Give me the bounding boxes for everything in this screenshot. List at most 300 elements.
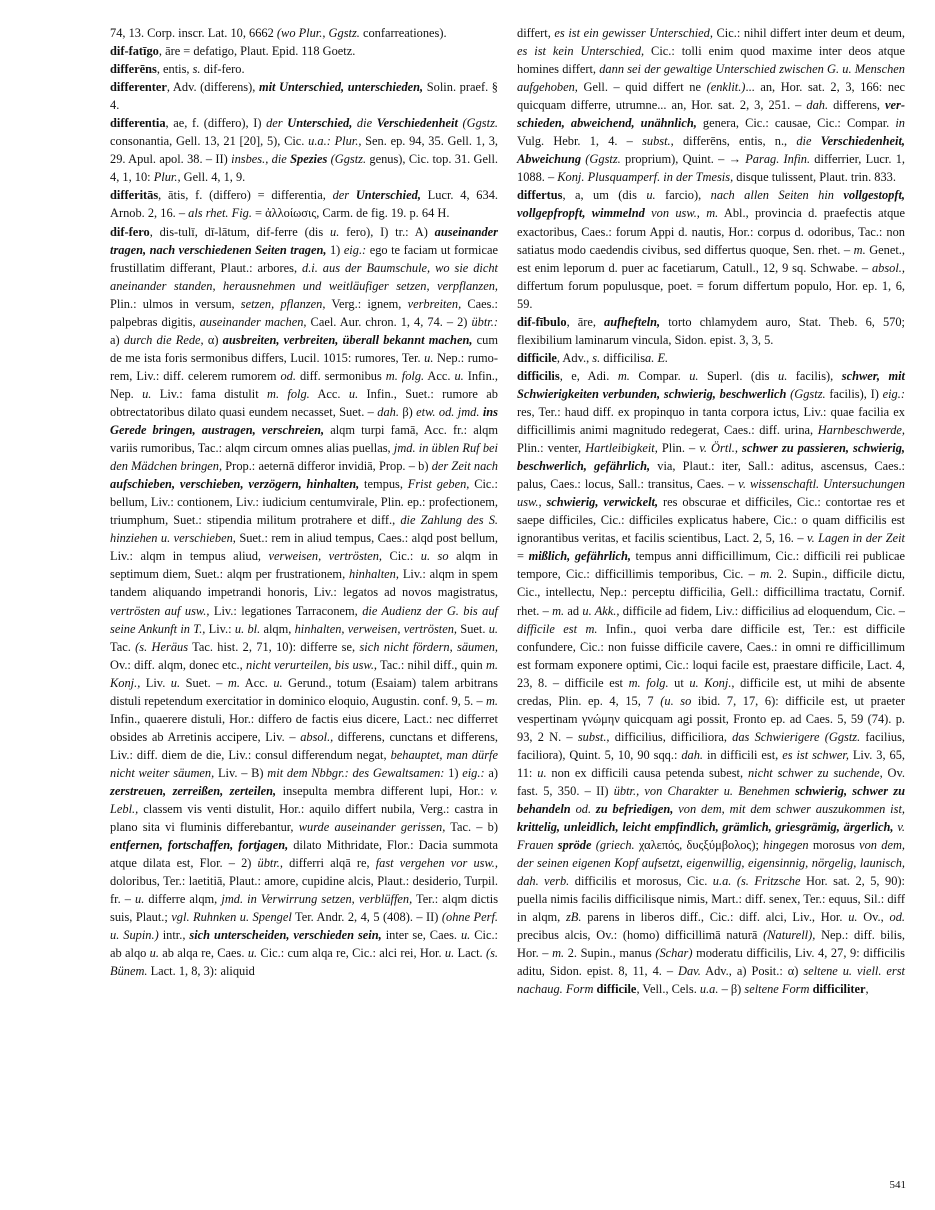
bold-italic-gloss: auseinander tragen, nach verschiedenen Seiten tragen, bbox=[110, 224, 498, 257]
italic-gloss: u.a. bbox=[699, 982, 719, 997]
dictionary-entry bbox=[110, 78, 498, 114]
italic-gloss: u. bbox=[488, 621, 498, 636]
entry-text: facilius, faciliora), Quint. 5, 10, 90 sqq.: bbox=[517, 729, 906, 762]
bold-italic-gloss: ausbreiten, verbreiten, überall bekannt machen, bbox=[222, 332, 473, 347]
entry-text: alqm, bbox=[260, 621, 295, 636]
italic-gloss: v. Lebl., bbox=[110, 783, 498, 817]
bold-italic-gloss: schwer zu passieren, schwierig, beschwerlich, gefährlich, bbox=[517, 441, 905, 474]
entry-text: Suet. – bbox=[180, 675, 228, 690]
bold-italic-gloss: Verschiedenheit bbox=[376, 116, 458, 131]
entry-text: Liv.: alqm in spem tandem aliquando impetrandi honoris, Liv.: legatos ad novos magistratus, bbox=[110, 567, 498, 600]
entry-text: differri alqā re, bbox=[283, 856, 376, 871]
italic-gloss: m. bbox=[485, 693, 498, 708]
entry-text: Acc. bbox=[309, 386, 349, 401]
italic-gloss: m. folg. bbox=[628, 675, 669, 690]
italic-gloss: der bbox=[266, 116, 288, 131]
italic-gloss: (Ggstz. bbox=[786, 386, 826, 401]
entry-text: Tac.: nihil diff., quin bbox=[377, 657, 486, 672]
entry-text: Verg.: ignem, bbox=[325, 296, 408, 311]
entry-text: classem vis venti distulit, Hor.: aquilo differt nubila, Verg.: castra in plano sita vi fluminis differebantur, bbox=[110, 802, 498, 835]
italic-gloss: od. bbox=[280, 368, 296, 383]
entry-text: Liv.: fama distulit bbox=[151, 386, 267, 401]
italic-gloss: übtr., von Charakter u. Benehmen bbox=[613, 783, 796, 798]
entry-text: Gerund., totum (Esaiam) talem arbitrans distuli repetendum exercitatior in dominico eloquio, Augustin. conf. 9, 5. – bbox=[110, 675, 498, 708]
italic-gloss: vgl. Ruhnken u. Spengel bbox=[171, 910, 292, 925]
bold-italic-gloss: Unterschied, bbox=[287, 116, 353, 131]
entry-text: a) bbox=[484, 765, 498, 780]
italic-gloss: die bbox=[796, 134, 821, 149]
entry-text: Infin., quaerere distuli, Hor.: differo de factis eius dicere, Lact.: nec differret obsides ab Arretinis accipere, Liv. – bbox=[110, 711, 498, 744]
italic-gloss: u. bbox=[778, 368, 788, 383]
italic-gloss: wurde auseinander gerissen, bbox=[298, 820, 446, 835]
italic-gloss: insbes., die bbox=[231, 152, 291, 167]
entry-text: , ātis, f. (differo) = differentia, bbox=[158, 188, 333, 203]
entry-text: tempus anni difficillimum, Cic.: difficili rei publicae tempore, Cic.: difficillimis temporibus, Cic. – bbox=[517, 549, 905, 582]
italic-gloss: m. folg. bbox=[385, 368, 425, 383]
entry-text: a) bbox=[110, 332, 124, 347]
italic-gloss: u. bbox=[348, 386, 359, 401]
italic-gloss: die Zahlung des S. hinziehen u. verschieben, bbox=[110, 513, 498, 546]
italic-gloss: Konj. Plusquamperf. in der Tmesis, bbox=[557, 170, 734, 185]
entry-text: Abl., provincia d. praefectis atque exactoribus, Caes.: forum Appi d. nautis, Hor.: corpus d. odoribus, Tac.: non satiatus modo caedendis civibus, sed differtus quoque, Sen. rhet. – bbox=[517, 206, 905, 257]
entry-text: , āre = defatigo, Plaut. Epid. 118 Goetz. bbox=[158, 44, 356, 59]
entry-text: differēns, entis, n., bbox=[673, 134, 797, 149]
italic-gloss: (u. so bbox=[660, 693, 692, 708]
entry-text: 74, 13. Corp. inscr. Lat. 10, 6662 bbox=[110, 26, 277, 40]
italic-gloss: hingegen bbox=[763, 838, 809, 853]
italic-gloss: u. bl. bbox=[234, 621, 261, 636]
bold-italic-gloss: mißlich, gefährlich, bbox=[528, 549, 631, 564]
italic-gloss: als rhet. Fig. bbox=[188, 206, 252, 221]
entry-text: Nep.: diff. bilis, Hor. – bbox=[517, 928, 905, 961]
entry-text: Genet., est enim leporum d. puer ac facetiarum, Catull., 12, 9 sq. Schwabe. – bbox=[517, 242, 905, 275]
entry-text: Ov. fast. 5, 350. – II) bbox=[517, 765, 905, 798]
entry-text: Cic.: bbox=[382, 549, 421, 564]
entry-text: Tac. – b) bbox=[445, 820, 499, 835]
entry-text: diff. sermonibus bbox=[295, 368, 386, 383]
italic-gloss: m. bbox=[853, 242, 866, 257]
headword: differentia bbox=[110, 116, 166, 131]
entry-text: β) bbox=[398, 404, 417, 419]
italic-gloss: u. bbox=[247, 946, 258, 961]
italic-gloss: s. bbox=[592, 350, 601, 365]
italic-gloss: (Ggstz. bbox=[327, 152, 367, 167]
entry-text: Vulg. Hebr. 1, 4. – bbox=[517, 134, 643, 149]
bold-italic-gloss: aufschieben, verschieben, verzögern, hinhalten, bbox=[110, 477, 360, 492]
italic-gloss: (Ggstz. bbox=[581, 152, 621, 167]
bold-italic-gloss: verschieden, abweichend, unähnlich, bbox=[517, 98, 905, 131]
bold-italic-gloss: schwierig, verwickelt, bbox=[546, 495, 659, 510]
italic-gloss: u. bbox=[170, 675, 181, 690]
entry-text: , Adv. (differens), bbox=[166, 80, 259, 95]
italic-gloss: (griech. bbox=[591, 838, 635, 853]
entry-text: disque tulissent, Plaut. trin. 833. bbox=[733, 170, 896, 185]
bold-italic-gloss: entfernen, fortschaffen, fortjagen, bbox=[110, 838, 289, 853]
entry-text: Gell. 4, 1, 9. bbox=[180, 170, 246, 185]
italic-gloss: die Audienz der G. bis auf seine Ankunft in T., bbox=[110, 603, 498, 636]
entry-text: Cic.: nihil differt inter deum et deum, bbox=[712, 26, 905, 40]
dictionary-entry bbox=[110, 186, 498, 222]
entry-text: morosus bbox=[808, 838, 860, 853]
entry-text: torto chlamydem auro, Stat. Theb. 6, 570; flexibilium laminarum vincula, Sidon. epist. 3, 3, 5. bbox=[517, 314, 905, 347]
italic-gloss: u. Akk., bbox=[582, 603, 620, 618]
italic-gloss: der bbox=[332, 188, 356, 203]
entry-text: Tac. bbox=[110, 639, 136, 654]
entry-text: in difficili est, bbox=[703, 747, 783, 762]
italic-gloss: (Naturell), bbox=[763, 928, 816, 943]
italic-gloss: nach allen Seiten hin bbox=[710, 188, 844, 203]
dictionary-entry bbox=[110, 24, 498, 42]
entry-text: fero), I) tr.: A) bbox=[339, 224, 435, 239]
italic-gloss: übtr.: bbox=[471, 314, 498, 329]
entry-text: insepulta membra different lupi, Hor.: bbox=[276, 783, 491, 798]
italic-gloss: zB. bbox=[565, 910, 582, 925]
entry-text: difficilis et morosus, Cic. bbox=[569, 874, 713, 889]
italic-gloss: es ist kein Unterschied, bbox=[517, 44, 645, 59]
entry-text: , a, um (dis bbox=[562, 188, 647, 203]
italic-gloss: subst., bbox=[577, 729, 610, 744]
entry-text: Lact. bbox=[454, 946, 486, 961]
italic-gloss: m. bbox=[760, 567, 773, 582]
italic-gloss: mit dem Nbbgr.: des Gewaltsamen: bbox=[267, 765, 445, 780]
entry-text: Liv.: bbox=[205, 621, 235, 636]
italic-gloss: m. bbox=[617, 368, 630, 383]
italic-gloss: (enklit.) bbox=[706, 80, 746, 95]
entry-text: precibus alcis, Ov.: (homo) difficillimā naturā bbox=[517, 928, 764, 943]
entry-text: Lact. 1, 8, 3): aliquid bbox=[147, 964, 255, 979]
entry-text: differre alqm, bbox=[144, 892, 222, 907]
entry-text: ... an, Hor. sat. 2, 3, 166: nec quicquam differre, utrumne... an, Hor. sat. 2, 3, 251. – bbox=[517, 80, 906, 113]
italic-gloss: verweisen, vertrösten, bbox=[268, 549, 383, 564]
bold-italic-gloss: zerstreuen, zerreißen, zerteilen, bbox=[110, 783, 277, 798]
entry-text: Cic.: ab alqo bbox=[110, 928, 498, 961]
italic-gloss: der Zeit nach bbox=[431, 459, 499, 474]
entry-text: 1) bbox=[326, 242, 344, 257]
entry-text: ad bbox=[564, 603, 583, 618]
dictionary-entry bbox=[517, 186, 905, 312]
entry-text: dif-fero. bbox=[200, 62, 245, 77]
entry-text: Ter. Andr. 2, 4, 5 (408). – II) bbox=[291, 910, 442, 925]
entry-text: intr., bbox=[158, 928, 190, 943]
entry-text: difficile ad fidem, Liv.: difficilius ad eloquendum, Cic. – bbox=[619, 603, 905, 618]
entry-text: 1) bbox=[444, 765, 463, 780]
italic-gloss: od. bbox=[570, 802, 596, 817]
italic-gloss: von dem, der seinen eigenen Kopf aufsetzt, eigenwillig, eigensinnig, nörgelig, launisch, dah. verb. bbox=[517, 838, 905, 889]
italic-gloss: u. bbox=[424, 350, 434, 365]
headword: differenter bbox=[110, 80, 167, 95]
entry-text: , bbox=[865, 982, 869, 997]
entry-text: facilis), bbox=[787, 368, 842, 383]
headword: dif-fatīgo bbox=[110, 44, 159, 59]
italic-gloss: es ist ein gewisser Unterschied, bbox=[554, 26, 713, 40]
right-column bbox=[517, 24, 905, 999]
entry-text: Hor. sat. 2, 5, 90): puella nimis facilis difficilisque nimis, Mart.: diff. senex, Ter.: equus, Sil.: diff in alqm, bbox=[517, 874, 905, 925]
italic-gloss: dah. bbox=[681, 747, 704, 762]
left-column bbox=[110, 24, 498, 980]
entry-text: Infin., Suet.: rumore ab obtrectatoribus dilato quasi eundem necasset, Suet. – bbox=[110, 386, 498, 419]
entry-text: = ἀλλοίωσις, Carm. de fig. 19. p. 64 H. bbox=[251, 206, 450, 221]
entry-text: Prop.: aeternā differor invidiā, Prop. – b) bbox=[222, 459, 432, 474]
entry-text: Plin.: ulmos in versum, bbox=[110, 296, 241, 311]
entry-text: ibid. 7, 17, 6): difficile est, ut praeter vespertinam γνώμην quicquam agi possit, Fronto ep. ad Caes. 5, 59 (74). p. 93, 2 N. – bbox=[517, 693, 905, 744]
italic-gloss: u. bbox=[646, 188, 656, 203]
entry-text: , Vell., Cels. bbox=[636, 982, 700, 997]
italic-gloss: u. bbox=[454, 368, 464, 383]
italic-gloss: behauptet, man dürfe nicht weiter säumen, bbox=[110, 747, 498, 780]
italic-gloss: dah. bbox=[377, 404, 399, 419]
page-number: 541 bbox=[889, 1179, 906, 1191]
entry-text: tempus, bbox=[359, 477, 408, 492]
entry-text: differtum forum populusque, poet. = forum differtum populo, Hor. ep. 1, 6, 59. bbox=[517, 278, 905, 311]
entry-text: alqm in septimum diem, Suet.: alqm per frustrationem, bbox=[110, 549, 498, 582]
italic-gloss: u. bbox=[848, 910, 858, 925]
dictionary-entry bbox=[110, 114, 498, 186]
entry-text: ut bbox=[668, 675, 690, 690]
entry-text: , Adv., bbox=[556, 350, 593, 365]
entry-text: Sen. ep. 94, 35. Gell. 1, 3, 29. Apul. apol. 38. – II) bbox=[110, 134, 498, 167]
italic-gloss: vertrösten auf usw., bbox=[110, 603, 210, 618]
italic-gloss: Plur., bbox=[153, 170, 181, 185]
italic-gloss: jmd. in üblen Ruf bei den Mädchen bringen, bbox=[110, 441, 498, 474]
italic-gloss: eig.: bbox=[462, 765, 485, 780]
headword: difficilis bbox=[517, 368, 560, 383]
entry-text: differrier, Lucr. 1, 1088. – bbox=[517, 152, 905, 185]
italic-gloss: absol., bbox=[300, 729, 334, 744]
headword: differitās bbox=[110, 188, 159, 203]
headword: dif-fero bbox=[110, 224, 150, 239]
bold-italic-gloss: mit Unterschied, unterschieden, bbox=[258, 80, 424, 95]
dictionary-entry bbox=[110, 42, 498, 60]
italic-gloss: von usw., m. bbox=[644, 206, 719, 221]
italic-gloss: hinhalten, verweisen, vertrösten, bbox=[294, 621, 458, 636]
italic-gloss: u. bbox=[460, 928, 471, 943]
italic-gloss: v. Örtl., bbox=[699, 441, 738, 456]
italic-gloss: v. Frauen bbox=[517, 820, 906, 853]
italic-gloss: u.a.: Plur., bbox=[308, 134, 362, 149]
entry-text: Gell. – quid differt ne bbox=[577, 80, 707, 95]
entry-text: differens, cunctans et differens, Liv.: diff. diem de die, Liv.: consul differendum negat, bbox=[110, 729, 498, 762]
entry-text: χαλεπός, δυςξύμβολος); bbox=[634, 838, 764, 853]
italic-gloss: dah. bbox=[806, 98, 829, 113]
italic-gloss: die bbox=[352, 116, 377, 131]
italic-gloss: seltene u. viell. erst nachaug. Form bbox=[517, 964, 905, 997]
italic-gloss: m. bbox=[552, 946, 565, 961]
entry-text: Ov.: diff. alqm, donec etc., bbox=[110, 657, 247, 672]
entry-text: Suet. bbox=[457, 621, 489, 636]
italic-gloss: (s. Heräus bbox=[135, 639, 189, 654]
dictionary-entry bbox=[517, 313, 905, 349]
italic-gloss: setzen, pflanzen, bbox=[240, 296, 326, 311]
italic-gloss: Dav. bbox=[678, 964, 701, 979]
bold-italic-gloss: zu befriedigen, bbox=[595, 802, 674, 817]
entry-text: consonantia, Gell. 13, 21 [20], 5), Cic. bbox=[110, 134, 309, 149]
italic-gloss: Parag. Infin. bbox=[745, 152, 811, 167]
italic-gloss: u. Konj., bbox=[689, 675, 735, 690]
dictionary-entry bbox=[517, 367, 905, 999]
italic-gloss: d.i. aus der Baumschule, wo sie dicht aneinander standen, herausnehmen und weitläufiger setzen, verpflanzen, bbox=[110, 260, 498, 293]
entry-text: differens, bbox=[828, 98, 886, 113]
entry-text: Cic.: tolli enim quod maxime inter deos atque homines differt, bbox=[517, 44, 905, 77]
italic-gloss: subst., bbox=[642, 134, 674, 149]
entry-text: Caes.: palpebras digitis, bbox=[110, 296, 498, 329]
italic-gloss: auseinander machen, bbox=[199, 314, 307, 329]
italic-gloss: es ist schwer, bbox=[782, 747, 849, 762]
entry-text: Nep.: rumorem, Liv.: diff. celerem rumorem bbox=[110, 350, 498, 383]
entry-text: farcio), bbox=[655, 188, 711, 203]
bold-italic-gloss: Spezies bbox=[290, 152, 328, 167]
entry-text: Liv.: legationes Tarraconem, bbox=[209, 603, 363, 618]
headword: difficile bbox=[596, 982, 637, 997]
italic-gloss: m. bbox=[552, 603, 565, 618]
entry-text: Infin., Nep. bbox=[110, 368, 498, 401]
italic-gloss: (s. Bünem. bbox=[110, 946, 498, 979]
entry-text: parens in liberos diff., Cic.: diff. alci, Liv., Hor. bbox=[581, 910, 849, 925]
italic-gloss: jmd. in Verwirrung setzen, verblüffen, bbox=[221, 892, 413, 907]
italic-gloss: eig.: bbox=[343, 242, 367, 257]
entry-text: difficilis bbox=[600, 350, 646, 365]
bold-italic-gloss: schwer, mit Schwierigkeiten verbunden, schwierig, beschwerlich bbox=[517, 368, 906, 401]
italic-gloss: Hartleibigkeit, bbox=[585, 441, 658, 456]
italic-gloss: m. folg. bbox=[267, 386, 310, 401]
italic-gloss: das Schwierigere (Ggstz. bbox=[732, 729, 861, 744]
italic-gloss: u. bbox=[444, 946, 455, 961]
entry-text: , dis-tulī, dī-lātum, dif-ferre (dis bbox=[149, 224, 331, 239]
entry-text: difficile est, ut mihi de absente credas, Plin. ep. 4, 15, 7 bbox=[517, 675, 905, 708]
italic-gloss: dann sei der gewaltige Unterschied zwischen G. u. Menschen aufgehoben, bbox=[517, 62, 905, 95]
entry-text: confarreationes). bbox=[359, 26, 447, 40]
italic-gloss: v. Lagen in der Zeit bbox=[807, 531, 905, 546]
entry-text: ab alqa re, Caes. bbox=[158, 946, 248, 961]
italic-gloss: u. bbox=[689, 368, 699, 383]
italic-gloss: difficile est m. bbox=[517, 621, 598, 636]
italic-gloss: s. bbox=[192, 62, 201, 77]
entry-text: Solin. praef. § 4. bbox=[110, 80, 499, 113]
entry-text: Liv. – B) bbox=[214, 765, 268, 780]
italic-gloss: (Ggstz. bbox=[457, 116, 498, 131]
headword: dif-fībulo bbox=[517, 314, 567, 329]
entry-text: , entis, bbox=[156, 62, 193, 77]
italic-gloss: absol., bbox=[871, 260, 905, 275]
bold-italic-gloss: vollgestopft, vollgepfropft, wimmelnd bbox=[517, 188, 906, 221]
entry-text: Tac. hist. 2, 71, 10): differre se, bbox=[188, 639, 360, 654]
entry-text: dilato Mithridate, Flor.: Dacia summota atque dilata est, Flor. – 2) bbox=[110, 838, 498, 871]
italic-gloss: od. bbox=[889, 910, 905, 925]
italic-gloss: m. bbox=[227, 675, 240, 690]
italic-gloss: verbreiten, bbox=[407, 296, 462, 311]
italic-gloss: m. Konj., bbox=[110, 657, 498, 690]
entry-text: Plin. – bbox=[657, 441, 700, 456]
italic-gloss: eig.: bbox=[882, 386, 905, 401]
bold-italic-gloss: krittelig, unleidlich, leicht empfindlich, grämlich, griesgrämig, ärgerlich, bbox=[517, 820, 894, 835]
italic-gloss: durch die Rede, bbox=[123, 332, 204, 347]
entry-text: Adv., a) Posit.: α) bbox=[700, 964, 804, 979]
entry-text: , āre, bbox=[566, 314, 605, 329]
entry-text: moderatu difficilis, Liv. 4, 27, 9: difficilis aditu, Sidon. epist. 8, 11, 4. – bbox=[517, 946, 906, 979]
entry-text: doloribus, Ter.: laetitiā, Plaut.: amore, cupidine alcis, Plaut.: desiderio, Turpil. fr. – bbox=[110, 874, 498, 907]
italic-gloss: nicht schwer zu suchende, bbox=[747, 765, 883, 780]
entry-text: Cic.: cum alqa re, Cic.: alci rei, Hor. bbox=[257, 946, 445, 961]
entry-text: res obscurae et difficiles, Cic.: contortae res et saepe difficiles, Cic.: difficiles explicatus habere, Cic.: o quam difficilis est ignorantibus veritas, et facilis scientibus, Lact. 2, 5, 16. – bbox=[517, 495, 905, 546]
dictionary-entry bbox=[517, 24, 905, 186]
italic-gloss: a. E. bbox=[645, 350, 669, 365]
italic-gloss: in bbox=[895, 116, 905, 131]
headword: differēns bbox=[110, 62, 157, 77]
italic-gloss: hinhalten, bbox=[349, 567, 399, 582]
italic-gloss: (Schar) bbox=[655, 946, 693, 961]
entry-text: Cic.: bellum, Liv.: contionem, Liv.: iudicium centumvirale, Plin. ep.: profectionem, triumphum, Suet.: stipendia militum protrahere et diff., bbox=[110, 477, 498, 528]
italic-gloss: u. bbox=[142, 386, 152, 401]
entry-text: cum de me ista foris sermonibus differs, Lucil. 1015: rumores, Ter. bbox=[110, 332, 498, 365]
entry-text: non ex difficili causa petenda subest, bbox=[546, 765, 748, 780]
entry-text: via, Plaut.: iter, Sall.: aditus, ascensus, Caes.: palus, Caes.: locus, Sall.: transitus, Caes. – bbox=[517, 459, 905, 492]
dictionary-entry bbox=[110, 60, 498, 78]
entry-text: 2. Supin., manus bbox=[564, 946, 656, 961]
italic-gloss: (ohne Perf. u. Supin.) bbox=[110, 910, 498, 943]
entry-text: ego te faciam ut formicae frustillatim differant, Plaut.: arbores, bbox=[110, 242, 498, 275]
entry-text: Liv. 3, 65, 11: bbox=[517, 747, 905, 780]
entry-text: genus), Cic. top. 31. Gell. 4, 1, 10: bbox=[110, 152, 498, 185]
bold-italic-gloss: ins Gerede bringen, austragen, verschreien, bbox=[110, 404, 498, 438]
entry-text: Superl. (dis bbox=[698, 368, 778, 383]
italic-gloss: u. so bbox=[420, 549, 449, 564]
italic-gloss: v. wissenschaftl. Untersuchungen usw., bbox=[517, 477, 906, 510]
dictionary-entry bbox=[110, 223, 498, 981]
entry-text: difficilius, difficiliora, bbox=[609, 729, 733, 744]
entry-text: proprium), Quint. – → bbox=[620, 152, 746, 167]
entry-text: genera, Cic.: causae, Cic.: Compar. bbox=[696, 116, 896, 131]
entry-text: inter se, Caes. bbox=[381, 928, 461, 943]
bold-italic-gloss: Unterschied, bbox=[355, 188, 421, 203]
entry-text: Cael. Aur. chron. 1, 4, 74. – 2) bbox=[306, 314, 472, 329]
italic-gloss: u.a. (s. Fritzsche bbox=[712, 874, 801, 889]
headword: differtus bbox=[517, 188, 563, 203]
entry-text: Acc. bbox=[239, 675, 274, 690]
italic-gloss: Harnbeschwerde, bbox=[817, 423, 905, 438]
entry-text: 2. Supin., difficile dictu, Cic., intellectu, Nep.: perceptu difficilia, Gell.: difficillima tractatu, Cornif. rhet. – bbox=[517, 567, 905, 618]
italic-gloss: übtr., bbox=[257, 856, 284, 871]
italic-gloss: Frist geben, bbox=[407, 477, 470, 492]
bold-italic-gloss: Verschiedenheit, Abweichung bbox=[517, 134, 906, 167]
italic-gloss: u. bbox=[330, 224, 340, 239]
italic-gloss: sich nicht fördern, säumen, bbox=[359, 639, 498, 654]
bold-italic-gloss: spröde bbox=[557, 838, 592, 853]
entry-text: differt, bbox=[517, 26, 555, 40]
entry-text: alqm turpi famā, Acc. fr.: alqm variis rumoribus, Tac.: alqm circum omnes alias puellas, bbox=[110, 423, 498, 456]
entry-text: Compar. bbox=[629, 368, 690, 383]
dictionary-entry bbox=[517, 349, 905, 367]
entry-text: Lucr. 4, 634. Arnob. 2, 16. – bbox=[110, 188, 498, 221]
entry-text: , ae, f. (differo), I) bbox=[165, 116, 267, 131]
italic-gloss: fast vergehen vor usw., bbox=[375, 856, 498, 871]
entry-text: Acc. bbox=[424, 368, 455, 383]
italic-gloss: seltene Form bbox=[744, 982, 810, 997]
bold-italic-gloss: sich unterscheiden, verschieden sein, bbox=[189, 928, 382, 943]
entry-text: facilis), I) bbox=[825, 386, 883, 401]
headword: difficiliter bbox=[812, 982, 866, 997]
italic-gloss: etw. od. jmd. bbox=[416, 404, 480, 419]
entry-text: α) bbox=[203, 332, 223, 347]
entry-text: – β) bbox=[718, 982, 745, 997]
entry-text: = bbox=[517, 549, 529, 564]
italic-gloss: u. bbox=[149, 946, 159, 961]
entry-text: Liv. bbox=[140, 675, 171, 690]
italic-gloss: von dem, mit dem schwer auszukommen ist, bbox=[673, 802, 905, 817]
italic-gloss: u. bbox=[537, 765, 547, 780]
italic-gloss: u. bbox=[273, 675, 283, 690]
headword: difficile bbox=[517, 350, 557, 365]
entry-text: Ov., bbox=[857, 910, 890, 925]
bold-italic-gloss: schwierig, schwer zu behandeln bbox=[517, 783, 906, 817]
